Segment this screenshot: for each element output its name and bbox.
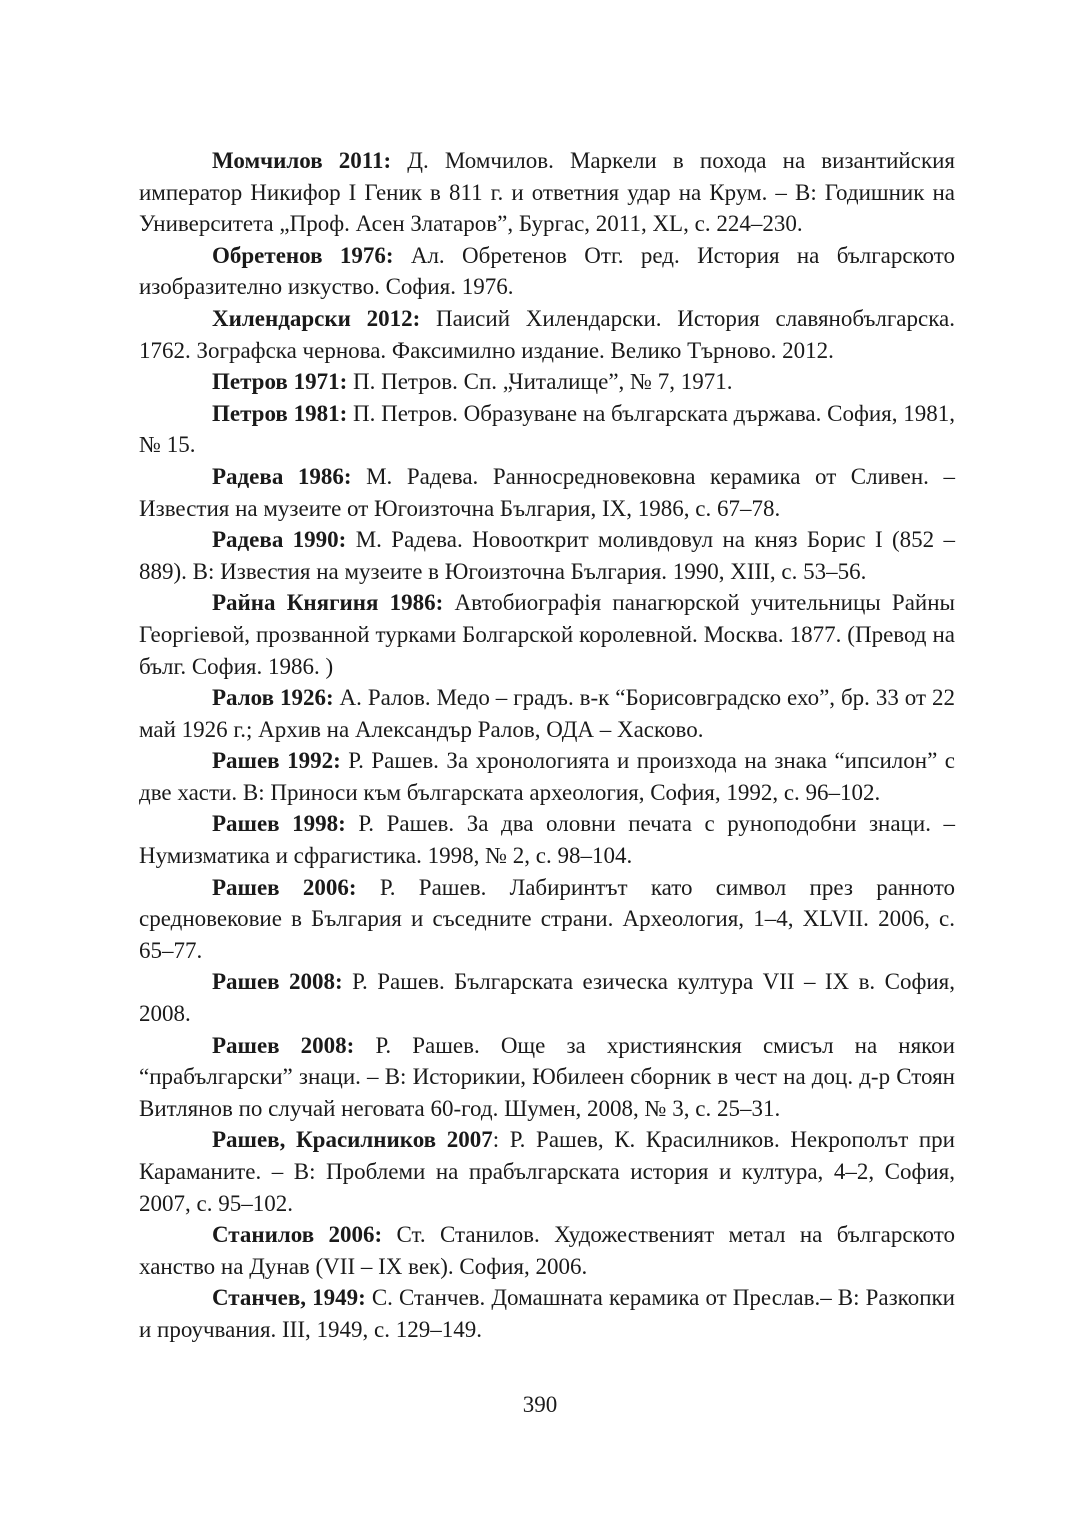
entry-key: Райна Княгиня 1986: (212, 590, 444, 616)
entry-key: Петров 1981: (212, 400, 348, 426)
entry-text: Д. Момчилов. Маркели в похода на византийския император Никифор I Геник в 811 г. и ответния удар на Крум. – В: Годишник на Университета „Проф. Асен Златаров”, Бургас, 2011, XL, с. 224–230. (139, 148, 956, 237)
bibliography-entry (139, 145, 955, 240)
entry-text: Ст. Станилов. Художественият метал на българското ханство на Дунав (VII – IX век). София, 2006. (139, 1222, 955, 1279)
entry-key: Рашев 2006: (212, 874, 357, 900)
bibliography-entry (139, 240, 955, 303)
bibliography-entry (139, 872, 955, 967)
bibliography-entry (139, 1124, 955, 1219)
bibliography-entry (139, 808, 955, 871)
entry-key: Хилендарски 2012: (212, 305, 421, 331)
entry-key: Рашев 1998: (212, 811, 346, 837)
entry-text: П. Петров. Сп. „Читалище”, № 7, 1971. (347, 369, 733, 395)
entry-key: Обретенов 1976: (212, 242, 394, 268)
entry-key: Рашев 2008: (212, 1032, 355, 1058)
entry-key: Рашев, Красилников 2007 (212, 1127, 493, 1153)
entry-text: С. Станчев. Домашната керамика от Преслав.– В: Разкопки и проучвания. III, 1949, с. 129–149. (139, 1285, 955, 1342)
bibliography-entry (139, 461, 955, 524)
page-number: 390 (522, 1392, 558, 1417)
entry-key: Петров 1971: (212, 369, 348, 395)
bibliography-entry (139, 682, 955, 745)
entry-key: Радева 1990: (212, 527, 347, 553)
bibliography-entry (139, 966, 955, 1029)
entry-text: Паисий Хилендарски. История славянобългарска. 1762. Зографска чернова. Факсимилно издание. Велико Търново. 2012. (139, 305, 955, 363)
entry-text: М. Радева. Ранносредновековна керамика от Сливен. – Известия на музеите от Югоизточна България, IX, 1986, с. 67–78. (139, 463, 955, 521)
bibliography-entry (139, 587, 955, 682)
entry-text: Ал. Обретенов Отг. ред. История на българското изобразително изкуство. София. 1976. (139, 242, 956, 300)
entry-text: Р. Рашев. За два оловни печата с руноподобни знаци. – Нумизматика и сфрагистика. 1998, № 2, с. 98–104. (139, 811, 956, 869)
entry-text: М. Радева. Новооткрит моливдовул на княз Борис I (852 – 889). В: Известия на музеите в Югоизточна България. 1990, XIII, с. 53–56. (139, 527, 955, 584)
entry-key: Радева 1986: (212, 463, 352, 489)
entry-key: Станчев, 1949: (212, 1285, 366, 1311)
entry-key: Станилов 2006: (212, 1222, 383, 1248)
entry-text: Р. Рашев. Българската езическа култура VII – IX в. София, 2008. (139, 969, 955, 1027)
entry-key: Рашев 2008: (212, 969, 343, 995)
entry-text: Р. Рашев. Още за християнския смисъл на някои “прабългарски” знаци. – В: Историкии, Юбилеен сборник в чест на доц. д-р Стоян Витлянов по случай неговата 60-год. Шумен, 2008, № 3, с. 25–31. (139, 1032, 955, 1121)
bibliography-entry (139, 398, 955, 461)
entry-text: Р. Рашев. Лабиринтът като символ през ранното средновековие в България и съседните страни. Археология, 1–4, XLVII. 2006, с. 65–77. (139, 874, 955, 963)
entry-text: Р. Рашев. За хронологията и произхода на знака “ипсилон” с две хасти. В: Приноси към българската археология, София, 1992, с. 96–102. (139, 748, 955, 805)
entry-key: Момчилов 2011: (212, 148, 392, 173)
entry-text: А. Ралов. Медо – градъ. в-к “Борисовградско ехо”, бр. 33 от 22 май 1926 г.; Архив на Александър Ралов, ОДА – Хасково. (139, 685, 955, 742)
bibliography-entry (139, 745, 955, 808)
bibliography-entry (139, 366, 955, 398)
entry-text: : Р. Рашев, К. Красилников. Некрополът при Караманите. – В: Проблеми на прабългарската история и култура, 4–2, София, 2007, с. 95–102. (139, 1127, 955, 1216)
entry-key: Ралов 1926: (212, 685, 334, 711)
bibliography-entry (139, 524, 955, 587)
bibliography-entry (139, 303, 955, 366)
entry-text: Автобиографія панагюрской учительницы Райны Георгіевой, прозванной турками Болгарской королевной. Москва. 1877. (Превод на бълг. София. 1986. ) (139, 590, 955, 679)
bibliography-entry (139, 1219, 955, 1282)
entry-key: Рашев 1992: (212, 748, 341, 774)
bibliography-entry (139, 1282, 955, 1345)
bibliography-entry (139, 1030, 955, 1125)
bibliography-list (139, 145, 955, 1346)
entry-text: П. Петров. Образуване на българската държава. София, 1981, № 15. (139, 400, 955, 458)
